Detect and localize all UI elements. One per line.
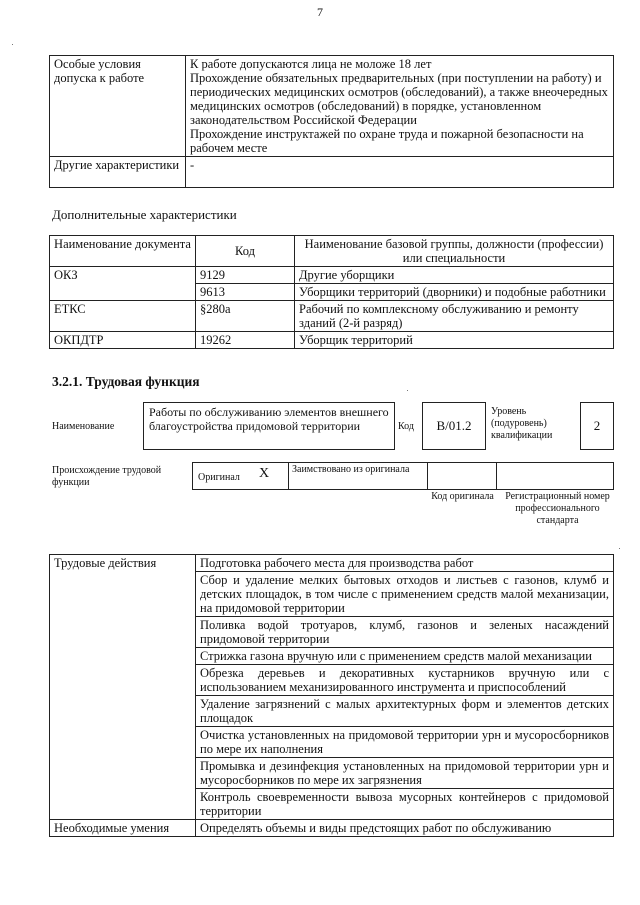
skills-label: Необходимые умения [50,820,196,837]
header-name: Наименование базовой группы, должности (профессии) или специальности [295,236,614,267]
name-cell: Другие уборщики [295,267,614,284]
borrowed-label: Заимствовано из оригинала [292,464,410,475]
action-item: Промывка и дезинфекция установленных на придомовой территории урн и мусоросборников по мере их загрязнения [196,758,614,789]
divider [427,463,428,489]
action-item: Стрижка газона вручную или с применением средств малой механизации [196,648,614,665]
name-cell: Уборщики территорий (дворники) и подобные работники [295,284,614,301]
divider [496,463,497,489]
doc-okpdtr: ОКПДТР [50,332,196,349]
condition-line: К работе допускаются лица не моложе 18 лет [190,57,432,71]
actions-table [49,554,614,837]
code-cell: §280а [196,301,295,332]
additional-heading: Дополнительные характеристики [52,207,237,222]
doc-etks: ЕТКС [50,301,196,332]
scan-speck [619,548,620,549]
conditions-values [186,56,614,157]
original-label: Оригинал [198,472,240,483]
code-original-caption: Код оригинала [431,491,494,502]
action-item: Удаление загрязнений с малых архитектурных форм и элементов детских площадок [196,696,614,727]
name-label: Наименование [52,421,115,432]
action-item: Очистка установленных на придомовой территории урн и мусоросборников по мере их наполнения [196,727,614,758]
scan-speck [407,390,408,391]
original-mark: X [259,466,270,481]
header-document: Наименование документа [50,236,196,267]
name-cell: Рабочий по комплексному обслуживанию и ремонту зданий (2-й разряд) [295,301,614,332]
registration-caption: Регистрационный номер профессионального стандарта [505,491,610,526]
actions-label: Трудовые действия [50,555,196,820]
conditions-label: Особые условия допуска к работе [50,56,186,157]
condition-line: Прохождение инструктажей по охране труда и пожарной безопасности на рабочем месте [190,127,584,155]
doc-okz: ОКЗ [50,267,196,301]
code-value: В/01.2 [436,418,472,433]
origin-table [192,462,614,490]
page-number: 7 [317,5,323,19]
code-cell: 19262 [196,332,295,349]
level-box [580,402,614,450]
other-characteristics-value: - [186,157,614,188]
action-item: Поливка водой тротуаров, клумб, газонов и зеленых насаждений придомовой территории [196,617,614,648]
action-item: Сбор и удаление мелких бытовых отходов и листьев с газонов, клумб и детских площадок, в том числе с применением средств малой механизации, на придомовой территории [196,572,614,617]
additional-table [49,235,614,349]
function-heading: 3.2.1. Трудовая функция [52,374,200,389]
action-item: Контроль своевременности вывоза мусорных контейнеров с придомовой территории [196,789,614,820]
origin-label: Происхождение трудовой функции [52,465,162,488]
level-value: 2 [593,418,601,433]
conditions-table [49,55,614,188]
action-item: Подготовка рабочего места для производства работ [196,555,614,572]
other-characteristics-label: Другие характеристики [50,157,186,188]
code-box [422,402,486,450]
function-name-box [143,402,395,450]
name-cell: Уборщик территорий [295,332,614,349]
scan-speck [12,44,13,45]
code-cell: 9129 [196,267,295,284]
skill-item: Определять объемы и виды предстоящих работ по обслуживанию [196,820,614,837]
condition-line: Прохождение обязательных предварительных (при поступлении на работу) и периодических медицинских осмотров (обследований), а также внеочередных медицинских осмотров (обследований) в порядке, установленном законодательством Российской Федерации [190,71,608,127]
action-item: Обрезка деревьев и декоративных кустарников вручную или с использованием механизированного инструмента и приспособлений [196,665,614,696]
level-label: Уровень (подуровень) квалификации [491,406,553,441]
code-cell: 9613 [196,284,295,301]
function-name-value: Работы по обслуживанию элементов внешнего благоустройства придомовой территории [149,405,389,433]
code-label: Код [398,421,414,432]
divider [288,463,289,489]
header-code: Код [196,236,295,267]
